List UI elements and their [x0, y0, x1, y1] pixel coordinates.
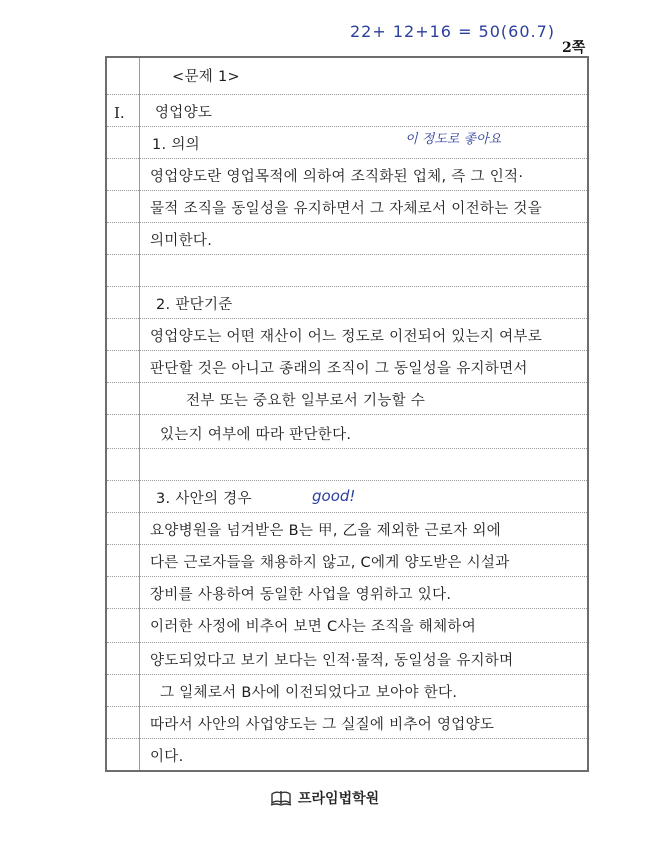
sub1-line-1: 영업양도란 영업목적에 의하여 조직화된 업체, 즉 그 인적·: [150, 169, 524, 185]
sub3-line-7: 따라서 사안의 사업양도는 그 실질에 비추어 영업양도: [150, 717, 495, 733]
sub3-line-1: 요양병원을 넘겨받은 B는 甲, 乙을 제외한 근로자 외에: [150, 523, 501, 539]
section-title: 영업양도: [155, 105, 213, 121]
sub1-title: 1. 의의: [152, 137, 200, 153]
ruled-line: [107, 642, 587, 643]
page-number: 2쪽: [562, 40, 586, 56]
sub3-line-5: 양도되었다고 보기 보다는 인적·물적, 동일성을 유지하며: [150, 653, 514, 669]
sub3-line-8: 이다.: [150, 749, 184, 765]
score-annotation: 22+ 12+16 = 50(60.7): [350, 22, 556, 41]
sub3-line-4: 이러한 사정에 비추어 보면 C사는 조직을 해체하여: [150, 619, 477, 635]
sub3-line-6: 그 일체로서 B사에 이전되었다고 보아야 한다.: [160, 685, 458, 701]
sub2-line-1: 영업양도는 어떤 재산이 어느 정도로 이전되어 있는지 여부로: [150, 329, 543, 345]
ruled-line: [107, 480, 587, 481]
sub2-line-2: 판단할 것은 아니고 종래의 조직이 그 동일성을 유지하면서: [150, 361, 528, 377]
academy-name: 프라임법학원: [298, 791, 380, 807]
sub3-title: 3. 사안의 경우: [156, 491, 252, 507]
section-numeral: I.: [114, 104, 125, 122]
sub2-line-4: 있는지 여부에 따라 판단한다.: [160, 427, 352, 443]
sub2-title: 2. 판단기준: [156, 297, 233, 313]
sub1-line-3: 의미한다.: [150, 233, 213, 249]
grader-note-1: 이 정도로 좋아요: [405, 132, 502, 147]
sub2-line-3: 전부 또는 중요한 일부로서 기능할 수: [186, 393, 426, 409]
sub3-line-2: 다른 근로자들을 채용하지 않고, C에게 양도받은 시설과: [150, 555, 510, 571]
sub1-line-2: 물적 조직을 동일성을 유지하면서 그 자체로서 이전하는 것을: [150, 201, 543, 217]
ruled-line: [107, 94, 587, 95]
footer: [270, 786, 379, 810]
ruled-line: [107, 286, 587, 287]
problem-label: <문제 1>: [172, 69, 240, 85]
sub3-line-3: 장비를 사용하여 동일한 사업을 영위하고 있다.: [150, 587, 452, 603]
book-logo-icon: [270, 788, 292, 808]
grader-note-2: good!: [312, 487, 356, 505]
